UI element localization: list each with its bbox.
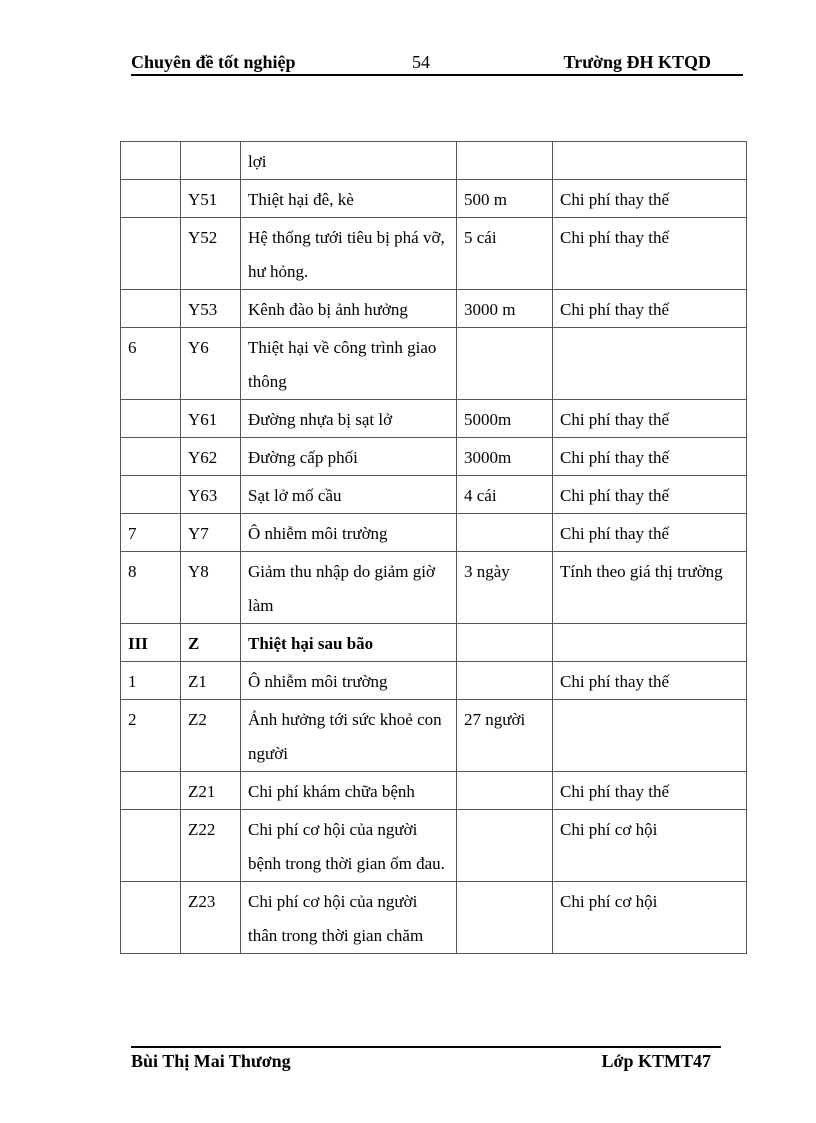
valuation-method-cell bbox=[553, 328, 747, 400]
valuation-method-cell: Chi phí cơ hội bbox=[553, 882, 747, 954]
table-row bbox=[121, 142, 747, 180]
row-index-cell bbox=[121, 810, 181, 882]
description-cell: Kênh đào bị ảnh hưởng bbox=[241, 290, 457, 328]
row-index-cell: 8 bbox=[121, 552, 181, 624]
table-row bbox=[121, 552, 747, 624]
valuation-method-cell: Chi phí thay thế bbox=[553, 514, 747, 552]
description-cell: Chi phí khám chữa bệnh bbox=[241, 772, 457, 810]
university-name: Trường ĐH KTQD bbox=[563, 52, 711, 72]
quantity-cell: 3 ngày bbox=[457, 552, 553, 624]
row-index-cell bbox=[121, 882, 181, 954]
quantity-cell bbox=[457, 624, 553, 662]
quantity-cell bbox=[457, 810, 553, 882]
code-cell bbox=[181, 142, 241, 180]
quantity-cell bbox=[457, 514, 553, 552]
table-row bbox=[121, 882, 747, 954]
class-name: Lớp KTMT47 bbox=[601, 1051, 711, 1071]
code-cell: Z23 bbox=[181, 882, 241, 954]
row-index-cell: 1 bbox=[121, 662, 181, 700]
valuation-method-cell bbox=[553, 624, 747, 662]
quantity-cell: 3000 m bbox=[457, 290, 553, 328]
table-row bbox=[121, 290, 747, 328]
description-cell: Chi phí cơ hội của người bệnh trong thời gian ốm đau. bbox=[241, 810, 457, 882]
valuation-method-cell: Chi phí thay thế bbox=[553, 438, 747, 476]
valuation-method-cell: Chi phí cơ hội bbox=[553, 810, 747, 882]
row-index-cell bbox=[121, 142, 181, 180]
quantity-cell bbox=[457, 882, 553, 954]
code-cell: Y7 bbox=[181, 514, 241, 552]
row-index-cell: 7 bbox=[121, 514, 181, 552]
table-row bbox=[121, 624, 747, 662]
quantity-cell bbox=[457, 772, 553, 810]
quantity-cell bbox=[457, 142, 553, 180]
table-row bbox=[121, 180, 747, 218]
row-index-cell: III bbox=[121, 624, 181, 662]
quantity-cell: 4 cái bbox=[457, 476, 553, 514]
row-index-cell bbox=[121, 772, 181, 810]
valuation-method-cell bbox=[553, 700, 747, 772]
table-row bbox=[121, 476, 747, 514]
valuation-method-cell: Chi phí thay thế bbox=[553, 400, 747, 438]
quantity-cell bbox=[457, 328, 553, 400]
description-cell: Giảm thu nhập do giảm giờ làm bbox=[241, 552, 457, 624]
table-row bbox=[121, 662, 747, 700]
valuation-method-cell: Chi phí thay thế bbox=[553, 772, 747, 810]
valuation-method-cell: Chi phí thay thế bbox=[553, 476, 747, 514]
quantity-cell: 27 người bbox=[457, 700, 553, 772]
description-cell: Thiệt hại về công trình giao thông bbox=[241, 328, 457, 400]
damage-table bbox=[120, 141, 747, 954]
valuation-method-cell: Chi phí thay thế bbox=[553, 180, 747, 218]
table-row bbox=[121, 514, 747, 552]
description-cell: Đường cấp phối bbox=[241, 438, 457, 476]
row-index-cell bbox=[121, 438, 181, 476]
description-cell: Ô nhiễm môi trường bbox=[241, 514, 457, 552]
valuation-method-cell: Chi phí thay thế bbox=[553, 218, 747, 290]
page-header bbox=[131, 50, 743, 76]
code-cell: Z21 bbox=[181, 772, 241, 810]
quantity-cell: 5 cái bbox=[457, 218, 553, 290]
table-body bbox=[121, 142, 747, 954]
code-cell: Y63 bbox=[181, 476, 241, 514]
code-cell: Z2 bbox=[181, 700, 241, 772]
row-index-cell bbox=[121, 180, 181, 218]
description-cell: Chi phí cơ hội của người thân trong thời gian chăm bbox=[241, 882, 457, 954]
table-row bbox=[121, 218, 747, 290]
quantity-cell: 500 m bbox=[457, 180, 553, 218]
table-row bbox=[121, 810, 747, 882]
document-title: Chuyên đề tốt nghiệp bbox=[131, 52, 296, 72]
description-cell: Ô nhiễm môi trường bbox=[241, 662, 457, 700]
footer-divider bbox=[131, 1046, 721, 1048]
description-cell: Thiệt hại đê, kè bbox=[241, 180, 457, 218]
row-index-cell: 2 bbox=[121, 700, 181, 772]
table-row bbox=[121, 438, 747, 476]
valuation-method-cell bbox=[553, 142, 747, 180]
code-cell: Z1 bbox=[181, 662, 241, 700]
table-row bbox=[121, 700, 747, 772]
code-cell: Y51 bbox=[181, 180, 241, 218]
description-cell: Ảnh hưởng tới sức khoẻ con người bbox=[241, 700, 457, 772]
valuation-method-cell: Chi phí thay thế bbox=[553, 290, 747, 328]
code-cell: Y6 bbox=[181, 328, 241, 400]
quantity-cell: 3000m bbox=[457, 438, 553, 476]
code-cell: Y53 bbox=[181, 290, 241, 328]
author-name: Bùi Thị Mai Thương bbox=[131, 1051, 291, 1071]
quantity-cell bbox=[457, 662, 553, 700]
code-cell: Y62 bbox=[181, 438, 241, 476]
code-cell: Y52 bbox=[181, 218, 241, 290]
row-index-cell bbox=[121, 218, 181, 290]
code-cell: Z bbox=[181, 624, 241, 662]
row-index-cell bbox=[121, 476, 181, 514]
description-cell: lợi bbox=[241, 142, 457, 180]
row-index-cell bbox=[121, 400, 181, 438]
page-number: 54 bbox=[412, 52, 430, 72]
description-cell: Thiệt hại sau bão bbox=[241, 624, 457, 662]
description-cell: Sạt lở mố cầu bbox=[241, 476, 457, 514]
description-cell: Đường nhựa bị sạt lở bbox=[241, 400, 457, 438]
row-index-cell bbox=[121, 290, 181, 328]
page-footer bbox=[131, 1051, 721, 1077]
valuation-method-cell: Tính theo giá thị trường bbox=[553, 552, 747, 624]
table-row bbox=[121, 772, 747, 810]
row-index-cell: 6 bbox=[121, 328, 181, 400]
table-row bbox=[121, 328, 747, 400]
code-cell: Z22 bbox=[181, 810, 241, 882]
table-row bbox=[121, 400, 747, 438]
code-cell: Y61 bbox=[181, 400, 241, 438]
description-cell: Hệ thống tưới tiêu bị phá vỡ, hư hỏng. bbox=[241, 218, 457, 290]
code-cell: Y8 bbox=[181, 552, 241, 624]
header-divider bbox=[131, 74, 743, 76]
valuation-method-cell: Chi phí thay thế bbox=[553, 662, 747, 700]
quantity-cell: 5000m bbox=[457, 400, 553, 438]
